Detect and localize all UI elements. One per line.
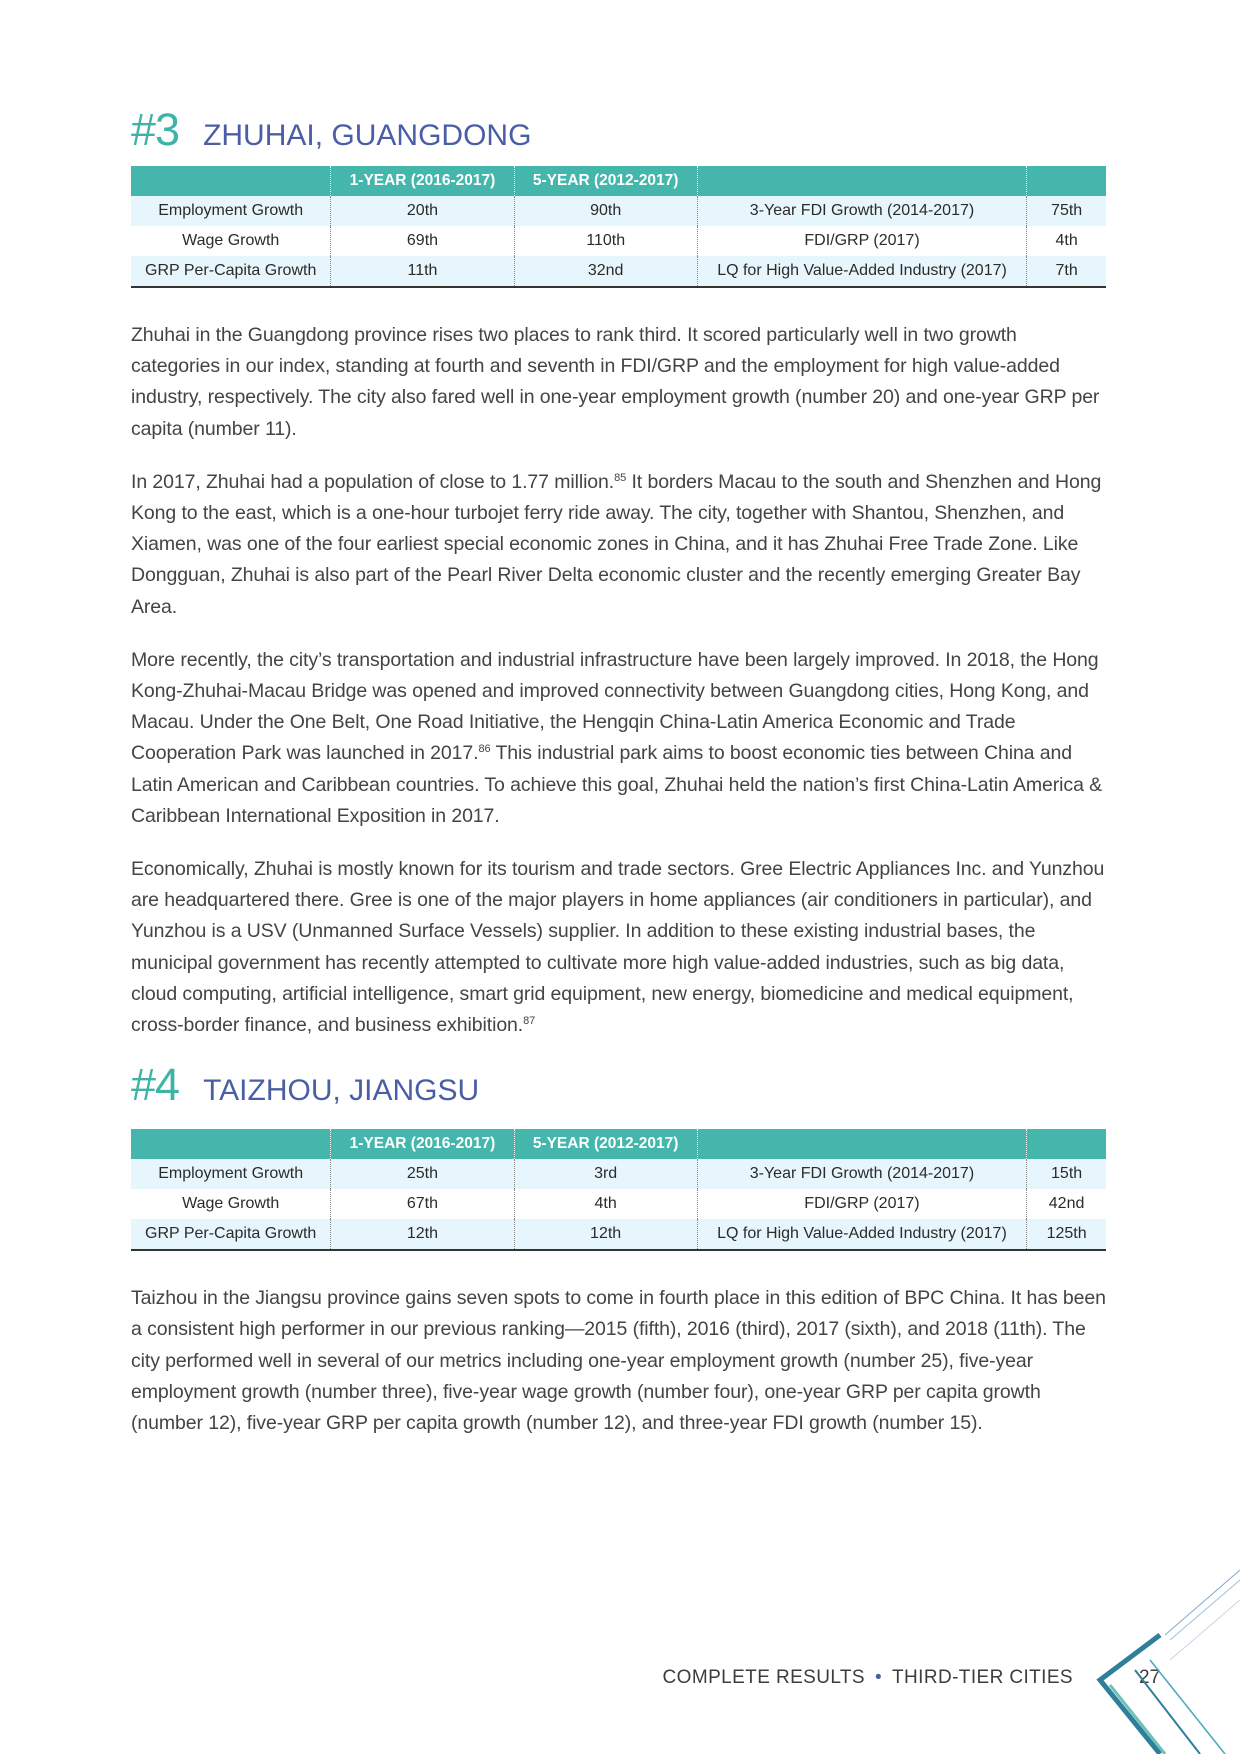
table-header-cell: 1-YEAR (2016-2017) xyxy=(331,166,514,196)
table-cell: 3-Year FDI Growth (2014-2017) xyxy=(697,196,1026,226)
table-cell: FDI/GRP (2017) xyxy=(697,1189,1026,1219)
table-cell: FDI/GRP (2017) xyxy=(697,226,1026,256)
table-cell: 110th xyxy=(514,226,697,256)
table-cell: 75th xyxy=(1027,196,1106,226)
table-cell: 4th xyxy=(1027,226,1106,256)
table-cell: LQ for High Value-Added Industry (2017) xyxy=(697,256,1026,287)
city-title: TAIZHOU, JIANGSU xyxy=(203,1074,480,1108)
rank-number: #4 xyxy=(131,1059,180,1111)
table-cell: 12th xyxy=(514,1219,697,1250)
metrics-table-taizhou xyxy=(131,1129,1106,1251)
table-cell: 7th xyxy=(1027,256,1106,287)
table-header-row xyxy=(131,166,1106,196)
table-header-row xyxy=(131,1129,1106,1159)
footnote-marker: 87 xyxy=(523,1015,536,1028)
table-header-cell xyxy=(1027,166,1106,196)
paragraph-text: Economically, Zhuhai is mostly known for its tourism and trade sectors. Gree Electric Appliances Inc. and Yunzhou are headquartered there. Gree is one of the major players in home appliances (air conditioners in particular), and Yunzhou is a USV (Unmanned Surface Vessels) supplier. In addition to these existing industrial bases, the municipal government has recently attempted to cultivate more high value-added industries, such as big data, cloud computing, artificial intelligence, smart grid equipment, new energy, biomedicine and medical equipment, cross-border finance, and business exhibition. xyxy=(131,858,1105,1037)
table-cell: 90th xyxy=(514,196,697,226)
page-footer xyxy=(620,1667,1073,1689)
rank-number: #3 xyxy=(131,104,180,155)
section-heading-zhuhai xyxy=(131,104,1106,156)
table-row xyxy=(131,196,1106,226)
table-header-cell xyxy=(1027,1129,1106,1159)
table-header-cell xyxy=(697,166,1026,196)
table-row xyxy=(131,1159,1106,1189)
table-cell: 12th xyxy=(331,1219,514,1250)
table-cell: Employment Growth xyxy=(131,196,331,226)
table-header-cell xyxy=(131,166,331,196)
table-cell: 3rd xyxy=(514,1159,697,1189)
footnote-marker: 85 xyxy=(614,471,627,484)
table-cell: Employment Growth xyxy=(131,1159,331,1189)
table-cell: 20th xyxy=(331,196,514,226)
metrics-table-zhuhai xyxy=(131,166,1106,288)
table-header-cell: 1-YEAR (2016-2017) xyxy=(331,1129,514,1159)
table-cell: Wage Growth xyxy=(182,1195,280,1213)
table-header-cell: 5-YEAR (2012-2017) xyxy=(514,166,697,196)
table-cell: 4th xyxy=(514,1189,697,1219)
table-cell: 69th xyxy=(331,226,514,256)
table-cell: 25th xyxy=(331,1159,514,1189)
section-heading-taizhou xyxy=(131,1059,1106,1111)
footer-bullet: • xyxy=(874,1667,883,1688)
table-header-cell xyxy=(131,1129,331,1159)
table-cell: 32nd xyxy=(514,256,697,287)
body-paragraph xyxy=(131,467,1106,623)
table-row xyxy=(131,256,1106,287)
paragraph-text: Taizhou in the Jiangsu province gains seven spots to come in fourth place in this edition of BPC China. It has been a consistent high performer in our previous ranking—2015 (fifth), 2016 (third), 2017 (sixth), and 2018 (11th). The city performed well in several of our metrics including one-year employment growth (number 25), five-year employment growth (number three), five-year wage growth (number four), one-year GRP per capita growth (number 12), five-year GRP per capita growth (number 12), and three-year FDI growth (number 15). xyxy=(131,1287,1106,1435)
body-paragraph xyxy=(131,645,1106,832)
table-cell: 11th xyxy=(331,256,514,287)
footer-chapter-label: THIRD-TIER CITIES xyxy=(892,1667,1073,1688)
body-paragraph xyxy=(131,1283,1106,1439)
footer-section-label: COMPLETE RESULTS xyxy=(662,1667,865,1688)
body-paragraph xyxy=(131,320,1106,445)
table-cell: 15th xyxy=(1027,1159,1106,1189)
paragraph-text: In 2017, Zhuhai had a population of close to 1.77 million. xyxy=(131,470,615,493)
paragraph-text: It borders Macau to the south and Shenzhen and Hong Kong to the east, which is a one-hour turbojet ferry ride away. The city, together with Shantou, Shenzhen, and Xiamen, was one of the four earliest special economic zones in China, and it has Zhuhai Free Trade Zone. Like Dongguan, Zhuhai is also part of the Pearl River Delta economic cluster and the recently emerging Greater Bay Area. xyxy=(131,470,1102,618)
city-title: ZHUHAI, GUANGDONG xyxy=(203,119,532,152)
table-cell: 42nd xyxy=(1027,1189,1106,1219)
table-row xyxy=(131,1189,1106,1219)
table-cell: 3-Year FDI Growth (2014-2017) xyxy=(697,1159,1026,1189)
body-paragraph xyxy=(131,854,1106,1041)
table-cell: GRP Per-Capita Growth xyxy=(131,1219,331,1250)
paragraph-text: More recently, the city’s transportation and industrial infrastructure have been largely improved. In 2018, the Hong Kong-Zhuhai-Macau Bridge was opened and improved connectivity between Guangdong cities, Hong Kong, and Macau. Under the One Belt, One Road Initiative, the Hengqin China-Latin America Economic and Trade Cooperation Park was launched in 2017. xyxy=(131,648,1099,765)
table-cell: LQ for High Value-Added Industry (2017) xyxy=(697,1219,1026,1250)
paragraph-text: Zhuhai in the Guangdong province rises two places to rank third. It scored particularly well in two growth categories in our index, standing at fourth and seventh in FDI/GRP and the employment for high value-added industry, respectively. The city also fared well in one-year employment growth (number 20) and one-year GRP per capita (number 11). xyxy=(131,324,1100,440)
table-row xyxy=(131,226,1106,256)
corner-decoration-icon xyxy=(1090,1560,1240,1754)
table-cell: 125th xyxy=(1027,1219,1106,1250)
paragraph-text: This industrial park aims to boost economic ties between China and Latin American and Caribbean countries. To achieve this goal, Zhuhai held the nation’s first China-Latin America & Caribbean International Exposition in 2017. xyxy=(131,742,1103,827)
page-number: 27 xyxy=(1139,1667,1161,1688)
table-header-cell: 5-YEAR (2012-2017) xyxy=(514,1129,697,1159)
table-cell: 67th xyxy=(331,1189,514,1219)
page-content xyxy=(131,104,1106,1461)
table-row xyxy=(131,1219,1106,1250)
table-cell: GRP Per-Capita Growth xyxy=(131,256,331,287)
table-header-cell xyxy=(697,1129,1026,1159)
table-cell: Wage Growth xyxy=(182,232,280,249)
footnote-marker: 86 xyxy=(478,743,491,756)
